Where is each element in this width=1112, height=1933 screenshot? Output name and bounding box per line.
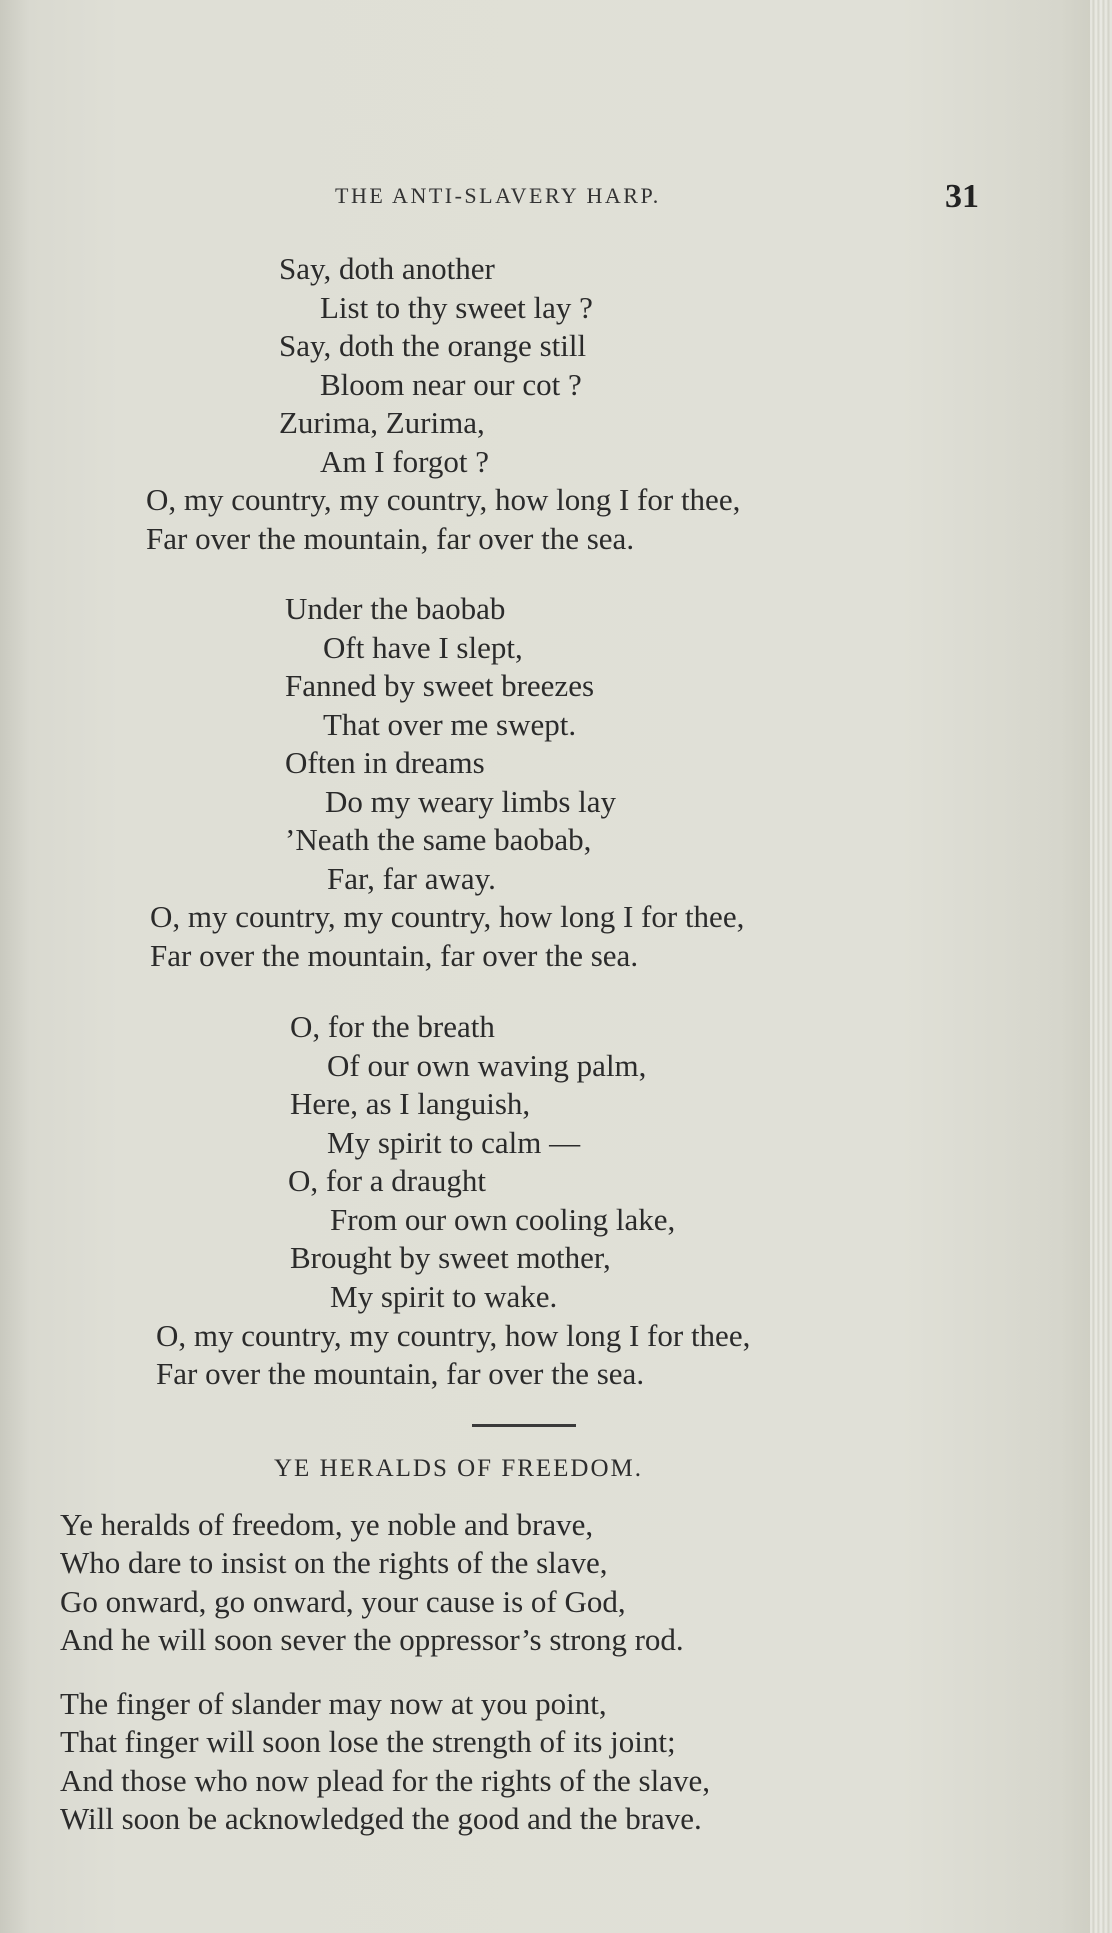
verse-line: Am I forgot ? [320,444,490,479]
verse-line: Brought by sweet mother, [290,1240,611,1275]
verse-line: Often in dreams [285,745,485,780]
page-header [0,178,1112,218]
refrain-line: Far over the mountain, far over the sea. [146,521,635,556]
verse-line: Will soon be acknowledged the good and the brave. [60,1801,702,1836]
verse-line: List to thy sweet lay ? [320,290,593,325]
running-title: THE ANTI-SLAVERY HARP. [335,183,661,208]
verse-line: Say, doth the orange still [279,328,587,363]
verse-line: Of our own waving palm, [327,1048,647,1083]
verse-line: And he will soon sever the oppressor’s strong rod. [60,1622,684,1657]
verse-line: My spirit to calm — [327,1125,581,1160]
verse-line: That over me swept. [323,707,577,742]
section-divider [472,1424,576,1427]
refrain-line: O, my country, my country, how long I for thee, [146,482,741,517]
refrain-line: O, my country, my country, how long I for thee, [150,899,745,934]
verse-line: That finger will soon lose the strength of its joint; [60,1724,676,1759]
verse-line: And those who now plead for the rights of the slave, [60,1763,711,1798]
verse-line: Say, doth another [279,251,495,286]
verse-line: Under the baobab [285,591,506,626]
verse-line: The finger of slander may now at you point, [60,1686,607,1721]
refrain-line: Far over the mountain, far over the sea. [150,938,639,973]
page-edge [1090,0,1112,1933]
refrain-line: Far over the mountain, far over the sea. [156,1356,645,1391]
verse-line: ’Neath the same baobab, [285,822,592,857]
verse-line: Do my weary limbs lay [325,784,617,819]
verse-line: Who dare to insist on the rights of the slave, [60,1545,608,1580]
verse-line: O, for a draught [288,1163,486,1198]
page-number: 31 [945,178,979,215]
verse-line: My spirit to wake. [330,1279,558,1314]
verse-line: Far, far away. [327,861,496,896]
verse-line: Fanned by sweet breezes [285,668,595,703]
verse-line: Zurima, Zurima, [279,405,485,440]
verse-line: Ye heralds of freedom, ye noble and brave, [60,1507,594,1542]
verse-line: Bloom near our cot ? [320,367,582,402]
verse-line: From our own cooling lake, [330,1202,676,1237]
refrain-line: O, my country, my country, how long I for thee, [156,1318,751,1353]
verse-line: Go onward, go onward, your cause is of God, [60,1584,626,1619]
poem-title: YE HERALDS OF FREEDOM. [274,1455,644,1482]
verse-line: Here, as I languish, [290,1086,531,1121]
verse-line: Oft have I slept, [323,630,523,665]
verse-line: O, for the breath [290,1009,495,1044]
